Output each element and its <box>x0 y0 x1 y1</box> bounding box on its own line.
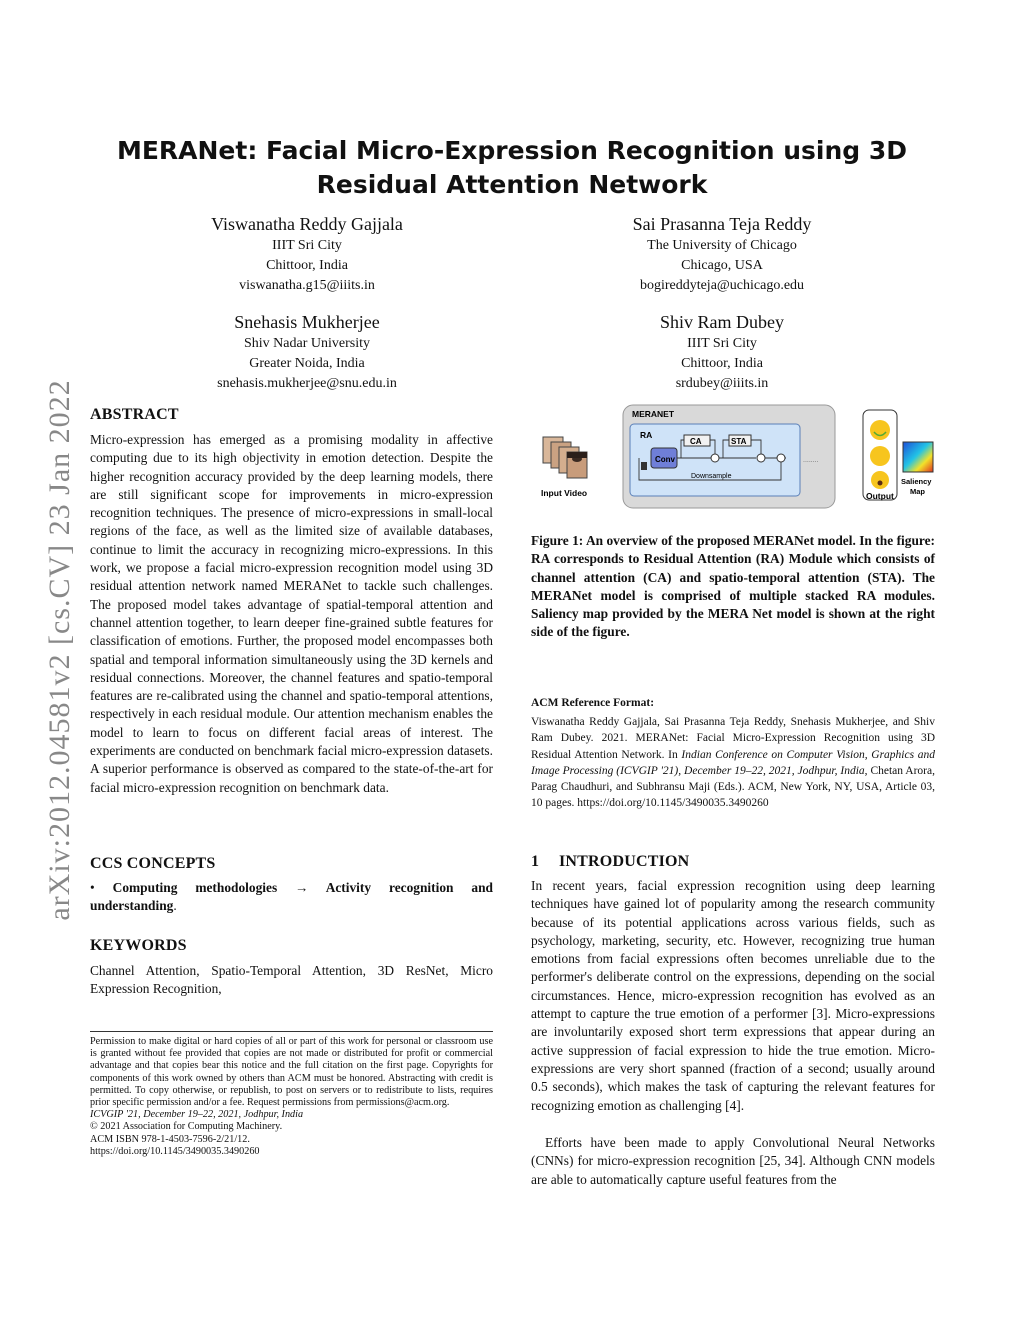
ccs-text <box>90 879 493 916</box>
abstract-heading: ABSTRACT <box>90 406 179 423</box>
author-block-1 <box>142 212 472 296</box>
paper-title <box>110 134 914 202</box>
author-email: snehasis.mukherjee@snu.edu.in <box>217 376 397 391</box>
author-block-2 <box>557 212 887 296</box>
section-number: 1 <box>531 853 540 870</box>
saliency-label-line1: Saliency <box>901 477 932 486</box>
permission-notice: Permission to make digital or hard copies of all or part of this work for personal or classroom use is granted without fee provided that copies are not made or distributed for profit or commercial advantage and that copies bear this notice and the full citation on the first page. Copyrights for components of this work owned by others than ACM must be honored. Abstracting with credit is permitted. To copy otherwise, or republish, to post on servers or to redistribute to lists, requires prior specific permission and/or a fee. Request permissions from permissions@acm.org. <box>90 1036 493 1109</box>
arxiv-side-stamp: arXiv:2012.04581v2 [cs.CV] 23 Jan 2022 <box>43 379 76 921</box>
keywords-text: Channel Attention, Spatio-Temporal Attention, 3D ResNet, Micro Expression Recognition, <box>90 963 493 997</box>
emoji-mouth-o-icon <box>878 481 883 486</box>
author-block-3 <box>142 310 472 394</box>
ra-label: RA <box>640 430 653 440</box>
author-name: Sai Prasanna Teja Reddy <box>632 214 812 234</box>
output-label: Output <box>866 491 894 501</box>
ccs-end: . <box>173 898 177 914</box>
acm-ref-details: , Chetan Arora, Parag Chaudhuri, and Subhransu Maji (Eds.). ACM, New York, NY, USA, Article 03, 10 pages. https://doi.org/10.1145/3490035.3490260 <box>531 764 935 810</box>
emoji-laughing-icon <box>870 420 890 440</box>
ccs-concept: Computing methodologies → Activity recognition and understanding <box>90 880 493 914</box>
author-name: Snehasis Mukherjee <box>234 312 380 332</box>
abstract-text: Micro-expression has emerged as a promising modality in affective computing due to its high objectivity in emotion detection. Despite the higher recognition accuracy provided by the deep learning models, there are still significant scope for improvements in micro-expression recognition techniques. The presence of micro-expressions in small-local regions of the face, as well as the limited size of available databases, continue to limit the accuracy in recognizing micro-expressions. In this work, we propose a facial micro-expression recognition model using 3D residual attention network named MERANet to tackle such challenges. The proposed model takes advantage of spatial-temporal attention and channel attention together, to learn deeper fine-grained subtle features for classification of emotions. Further, the proposed model encompasses both spatial and temporal information simultaneously using the 3D kernels and residual connections. Moreover, the channel features and spatio-temporal features are re-calibrated using the channel and spatio-temporal attentions, respectively in each residual module. Our attention mechanism enables the model to learn to focus on different facial areas of interest. The experiments are conducted on benchmark facial micro-expression datasets. A superior performance is observed as compared to the state-of-the-art for facial micro-expression recognition on benchmark data. <box>90 432 493 795</box>
author-affiliation: The University of Chicago <box>647 238 797 253</box>
saliency-label-line2: Map <box>910 487 925 496</box>
acm-ref-authors: Viswanatha Reddy Gajjala, Sai Prasanna Teja Reddy, Snehasis Mukherjee, and Shiv Ram Dubey. 2021. MERANet: Facial Micro-Expression Recognition using 3D Residual Attention Network. In <box>531 716 935 761</box>
footnote-rule <box>90 1031 493 1032</box>
ccs-heading: CCS CONCEPTS <box>90 855 216 872</box>
sta-label: STA <box>731 437 747 446</box>
input-patch-icon <box>641 462 647 470</box>
downsample-label: Downsample <box>691 473 732 480</box>
doi-link[interactable]: https://doi.org/10.1145/3490035.3490260 <box>90 1145 260 1157</box>
conference-line: ICVGIP '21, December 19–22, 2021, Jodhpur, India <box>90 1109 304 1121</box>
author-email: bogireddyteja@uchicago.edu <box>639 278 805 293</box>
acm-reference-heading: ACM Reference Format: <box>531 697 655 709</box>
emoji-shocked-icon <box>871 471 889 489</box>
author-location: Greater Noida, India <box>249 356 365 371</box>
author-location: Chittoor, India <box>681 356 763 371</box>
author-affiliation: IIIT Sri City <box>272 238 342 253</box>
input-video-frames <box>543 437 587 478</box>
figure-1-diagram <box>531 402 941 510</box>
author-location: Chicago, USA <box>681 258 763 273</box>
title-line-1: MERANet: Facial Micro-Expression Recognition using 3D <box>116 136 908 165</box>
keywords-heading: KEYWORDS <box>90 937 187 954</box>
emoji-crying-icon <box>870 446 890 466</box>
meranet-label: MERANET <box>632 409 675 419</box>
author-name: Shiv Ram Dubey <box>660 312 784 332</box>
isbn-line: ACM ISBN 978-1-4503-7596-2/21/12. <box>90 1133 250 1145</box>
introduction-paragraph-2: Efforts have been made to apply Convolutional Neural Networks (CNNs) for micro-expression recognition [25, 34]. Although CNN models are able to automatically capture useful features from the <box>531 1135 935 1187</box>
section-title: INTRODUCTION <box>559 853 690 870</box>
author-block-4 <box>557 310 887 394</box>
add-node <box>777 454 785 462</box>
author-affiliation: Shiv Nadar University <box>244 336 370 351</box>
multiply-node-ca <box>711 454 719 462</box>
author-location: Chittoor, India <box>266 258 348 273</box>
multiply-node-sta <box>757 454 765 462</box>
author-email: srdubey@iiits.in <box>675 376 769 391</box>
acm-reference-text <box>531 714 935 812</box>
title-line-2: Residual Attention Network <box>316 170 708 199</box>
input-video-label: Input Video <box>541 488 588 498</box>
introduction-paragraph-1: In recent years, facial expression recognition using deep learning techniques have gained lot of popularity among the research community because of its potential applications across various fields, such as psychology, marketing, security, etc. However, recognizing true human emotions from facial expressions often becomes unreliable due to the performer's deliberate control on the expressions, depending on the social circumstances. Hence, micro-expression recognition has evolved as an attempt to capture the true emotion of a performer [3]. Micro-expressions are involuntarily exposed short term expressions that appear during an active suppression of facial expression to hide the true emotion. Micro-expressions are very short spanned (fraction of a second; usually around 0.5 seconds), which makes the task of capturing the relevant features for recognizing emotion as challenging [4]. <box>531 878 935 1113</box>
saliency-map-image <box>903 442 933 472</box>
acm-ref-venue: Indian Conference on Computer Vision, Graphics and Image Processing (ICVGIP '21), December 19–22, 2021, Jodhpur, India <box>531 748 935 777</box>
author-email: viswanatha.g15@iiits.in <box>239 278 375 293</box>
ccs-bullet: • <box>90 880 95 895</box>
copyright-line: © 2021 Association for Computing Machinery. <box>90 1121 283 1133</box>
author-name: Viswanatha Reddy Gajjala <box>211 214 403 234</box>
conv-label: Conv <box>655 455 675 464</box>
author-affiliation: IIIT Sri City <box>687 336 757 351</box>
stacked-dots: ........ <box>803 457 819 464</box>
ca-label: CA <box>690 437 702 446</box>
footnote <box>90 1036 493 1158</box>
figure-1-caption: Figure 1: An overview of the proposed MERANet model. In the figure: RA corresponds to Residual Attention (RA) Module which consists of channel attention (CA) and spatio-temporal attention (STA). The MERANet model is comprised of multiple stacked RA modules. Saliency map provided by the MERA Net model is shown at the right side of the figure. <box>531 533 935 640</box>
introduction-heading <box>531 853 935 871</box>
